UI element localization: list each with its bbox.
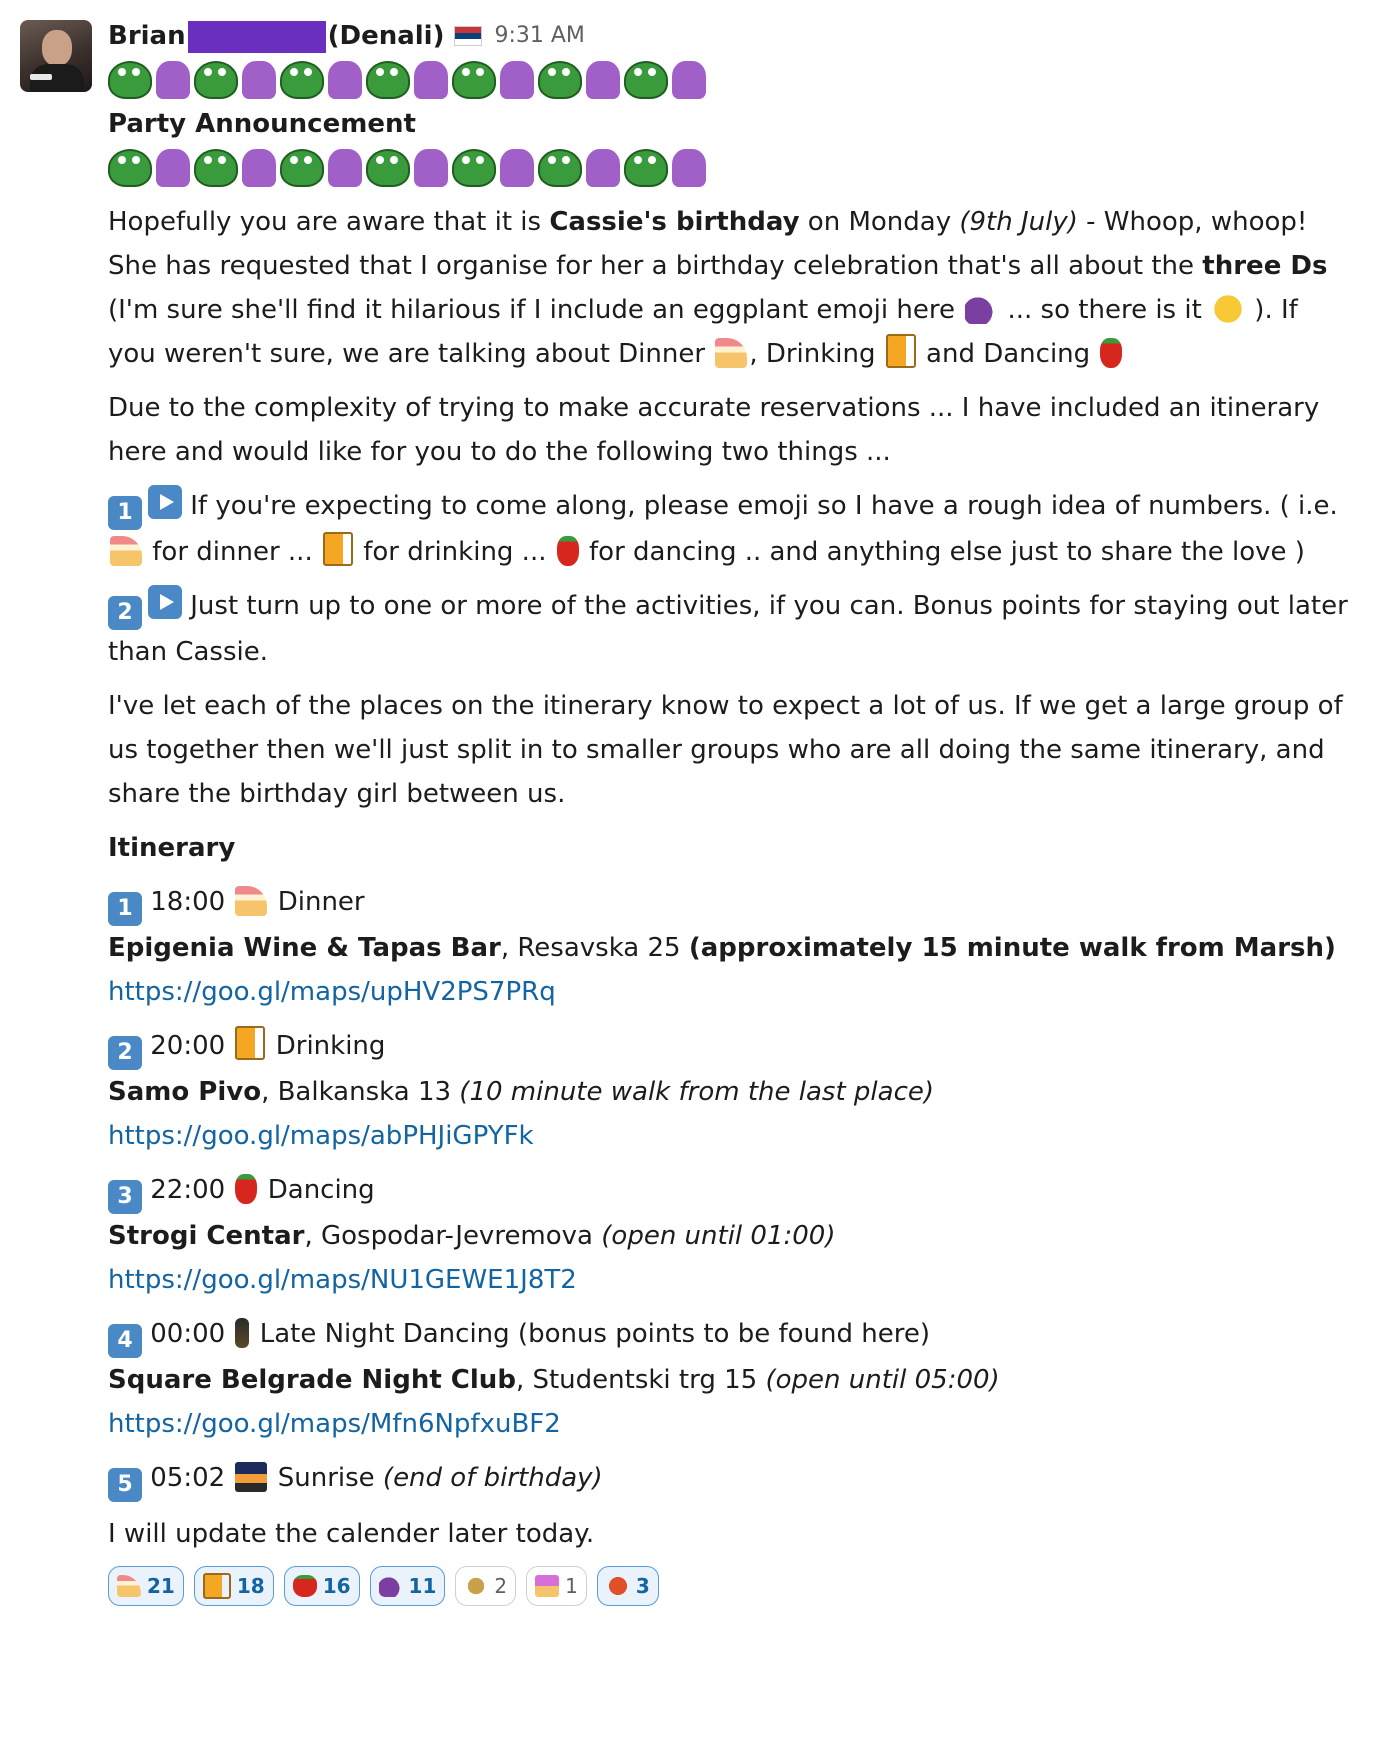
intro-italic: (9th July)	[959, 207, 1078, 237]
reaction-count: 18	[236, 1574, 265, 1598]
frog-icon	[108, 61, 152, 99]
intro-text: and Dancing	[917, 339, 1099, 369]
keycap-3-icon: 3	[108, 1180, 142, 1214]
reaction-beer[interactable]	[194, 1566, 274, 1606]
reaction-count: 11	[408, 1574, 437, 1598]
reaction-cake[interactable]	[108, 1566, 184, 1606]
item-activity: Dinner	[277, 887, 365, 917]
redacted-name	[188, 21, 326, 53]
step-text: for dinner ...	[144, 537, 321, 567]
step-text: for dancing .. and anything else just to share the love )	[580, 537, 1305, 567]
intro-text: , Drinking	[749, 339, 884, 369]
item-activity: Sunrise	[277, 1463, 383, 1493]
item-time: 05:02	[150, 1463, 226, 1493]
dancer-icon	[414, 149, 448, 187]
avatar-head	[42, 30, 72, 66]
item-note: (approximately 15 minute walk from Marsh)	[688, 933, 1336, 963]
reaction-count: 21	[147, 1574, 175, 1598]
closing-text: I will update the calender later today.	[108, 1519, 595, 1549]
keycap-2-icon: 2	[108, 596, 142, 630]
map-link[interactable]: https://goo.gl/maps/NU1GEWE1J8T2	[108, 1265, 577, 1295]
item-time: 20:00	[150, 1031, 226, 1061]
item-note: (open until 01:00)	[601, 1221, 836, 1251]
reaction-count: 2	[494, 1574, 508, 1598]
beer-icon	[886, 334, 916, 368]
wink-icon	[1212, 294, 1244, 324]
item-address: , Resavska 25	[500, 933, 689, 963]
paragraph-groups: I've let each of the places on the itinerary know to expect a lot of us. If we get a large group of us together then we'll just split in to smaller groups who are all doing the same itinerary, and share the birthday girl between us.	[108, 691, 1343, 809]
frog-icon	[366, 149, 410, 187]
map-link[interactable]: https://goo.gl/maps/Mfn6NpfxuBF2	[108, 1409, 561, 1439]
reaction-count: 16	[322, 1574, 351, 1598]
frog-icon	[280, 61, 324, 99]
frog-icon	[624, 61, 668, 99]
dancer-icon	[586, 61, 620, 99]
intro-bold: three Ds	[1202, 251, 1328, 281]
play-icon	[148, 485, 182, 519]
cake-icon	[235, 886, 267, 916]
paragraph-reservations: Due to the complexity of trying to make accurate reservations ... I have included an itinerary here and would like for you to do the following two things ...	[108, 393, 1320, 467]
message-content	[108, 14, 1353, 1606]
serbia-flag-icon	[454, 26, 482, 46]
step-text: Just turn up to one or more of the activities, if you can. Bonus points for staying out later than Cassie.	[108, 591, 1348, 667]
dancer-icon	[242, 61, 276, 99]
dancer-pepper-icon	[1100, 338, 1122, 368]
item-venue: Epigenia Wine & Tapas Bar	[108, 933, 501, 963]
item-note: (10 minute walk from the last place)	[459, 1077, 935, 1107]
intro-text: on Monday	[799, 207, 960, 237]
cake-icon	[715, 338, 747, 368]
keycap-1-icon: 1	[108, 496, 142, 530]
eggplant-icon	[965, 294, 997, 324]
dancer-pepper-icon	[293, 1575, 317, 1597]
author-name[interactable]	[108, 14, 444, 58]
author-first: Brian	[108, 21, 186, 51]
item-time: 22:00	[150, 1175, 226, 1205]
item-address: , Gospodar-Jevremova	[304, 1221, 602, 1251]
reaction-peanut[interactable]	[455, 1566, 516, 1606]
frog-icon	[538, 149, 582, 187]
item-note: (end of birthday)	[382, 1463, 603, 1493]
map-link[interactable]: https://goo.gl/maps/abPHJiGPYFk	[108, 1121, 534, 1151]
itinerary-item	[108, 880, 1353, 1014]
step-text: If you're expecting to come along, please emoji so I have a rough idea of numbers. ( i.e.	[182, 491, 1338, 521]
peanut-icon	[464, 1575, 488, 1597]
cake-icon	[110, 536, 142, 566]
dancer-icon	[672, 61, 706, 99]
frog-icon	[538, 61, 582, 99]
intro-paragraph	[108, 200, 1353, 376]
item-address: , Balkanska 13	[261, 1077, 460, 1107]
keycap-5-icon: 5	[108, 1468, 142, 1502]
emoji-row-bottom	[108, 146, 1353, 190]
dancer-icon	[500, 61, 534, 99]
item-note: (open until 05:00)	[765, 1365, 1000, 1395]
dancer-icon	[586, 149, 620, 187]
dancer-icon	[414, 61, 448, 99]
dancer-icon	[328, 149, 362, 187]
frog-icon	[280, 149, 324, 187]
itinerary-item	[108, 1168, 1353, 1302]
announcement-title: Party Announcement	[108, 109, 416, 139]
itinerary-item	[108, 1456, 1353, 1502]
itinerary-item	[108, 1312, 1353, 1446]
dancer-pepper-icon	[235, 1174, 257, 1204]
birthday-cake-icon	[535, 1575, 559, 1597]
keycap-2-icon: 2	[108, 1036, 142, 1070]
item-activity: Drinking	[275, 1031, 386, 1061]
map-link[interactable]: https://goo.gl/maps/upHV2PS7PRq	[108, 977, 556, 1007]
dancer-icon	[500, 149, 534, 187]
itinerary-heading: Itinerary	[108, 833, 236, 863]
dancer-icon	[242, 149, 276, 187]
frog-icon	[366, 61, 410, 99]
frog-icon	[194, 61, 238, 99]
frog-icon	[108, 149, 152, 187]
reaction-maple-leaf[interactable]	[597, 1566, 659, 1606]
reaction-count: 1	[565, 1574, 578, 1598]
walking-man-icon	[235, 1318, 249, 1348]
itinerary-item	[108, 1024, 1353, 1158]
intro-text: Hopefully you are aware that it is	[108, 207, 550, 237]
reaction-birthday-cake[interactable]	[526, 1566, 587, 1606]
item-activity: Dancing	[267, 1175, 375, 1205]
dancer-icon	[672, 149, 706, 187]
step-1	[108, 484, 1353, 574]
intro-text: - Whoop, whoop! She has requested that I organise for her a birthday celebration that's all about the	[108, 207, 1308, 281]
dancer-icon	[328, 61, 362, 99]
message-header	[108, 14, 1353, 58]
item-activity: Late Night Dancing (bonus points to be found here)	[259, 1319, 931, 1349]
frog-icon	[452, 149, 496, 187]
frog-icon	[452, 61, 496, 99]
reactions-bar	[108, 1566, 1353, 1606]
step-2	[108, 584, 1353, 674]
eggplant-icon	[379, 1575, 403, 1597]
intro-text: (I'm sure she'll find it hilarious if I include an eggplant emoji here	[108, 295, 964, 325]
dancer-icon	[156, 61, 190, 99]
intro-bold: Cassie's birthday	[549, 207, 800, 237]
keycap-4-icon: 4	[108, 1324, 142, 1358]
beer-icon	[203, 1573, 231, 1599]
emoji-row-top	[108, 58, 1353, 102]
intro-text: ... so there is it	[999, 295, 1211, 325]
reaction-eggplant[interactable]	[370, 1566, 446, 1606]
item-venue: Square Belgrade Night Club	[108, 1365, 516, 1395]
reaction-count: 3	[635, 1574, 650, 1598]
avatar-tag	[30, 74, 52, 80]
frog-icon	[624, 149, 668, 187]
item-venue: Samo Pivo	[108, 1077, 262, 1107]
timestamp[interactable]: 9:31 AM	[494, 23, 585, 48]
beer-icon	[323, 532, 353, 566]
item-address: , Studentski trg 15	[515, 1365, 766, 1395]
dancer-icon	[156, 149, 190, 187]
avatar[interactable]	[20, 20, 92, 92]
maple-leaf-icon	[606, 1575, 630, 1597]
play-icon	[148, 585, 182, 619]
step-text: for drinking ...	[354, 537, 555, 567]
item-time: 00:00	[150, 1319, 226, 1349]
intro-text: ). If you weren't sure, we are talking about Dinner	[108, 295, 1298, 369]
keycap-1-icon: 1	[108, 892, 142, 926]
item-venue: Strogi Centar	[108, 1221, 305, 1251]
dancer-pepper-icon	[557, 536, 579, 566]
author-suffix: (Denali)	[327, 21, 445, 51]
sunrise-icon	[235, 1462, 267, 1492]
reaction-dancer[interactable]	[284, 1566, 360, 1606]
item-time: 18:00	[150, 887, 226, 917]
cake-icon	[117, 1575, 141, 1597]
frog-icon	[194, 149, 238, 187]
beer-icon	[235, 1026, 265, 1060]
